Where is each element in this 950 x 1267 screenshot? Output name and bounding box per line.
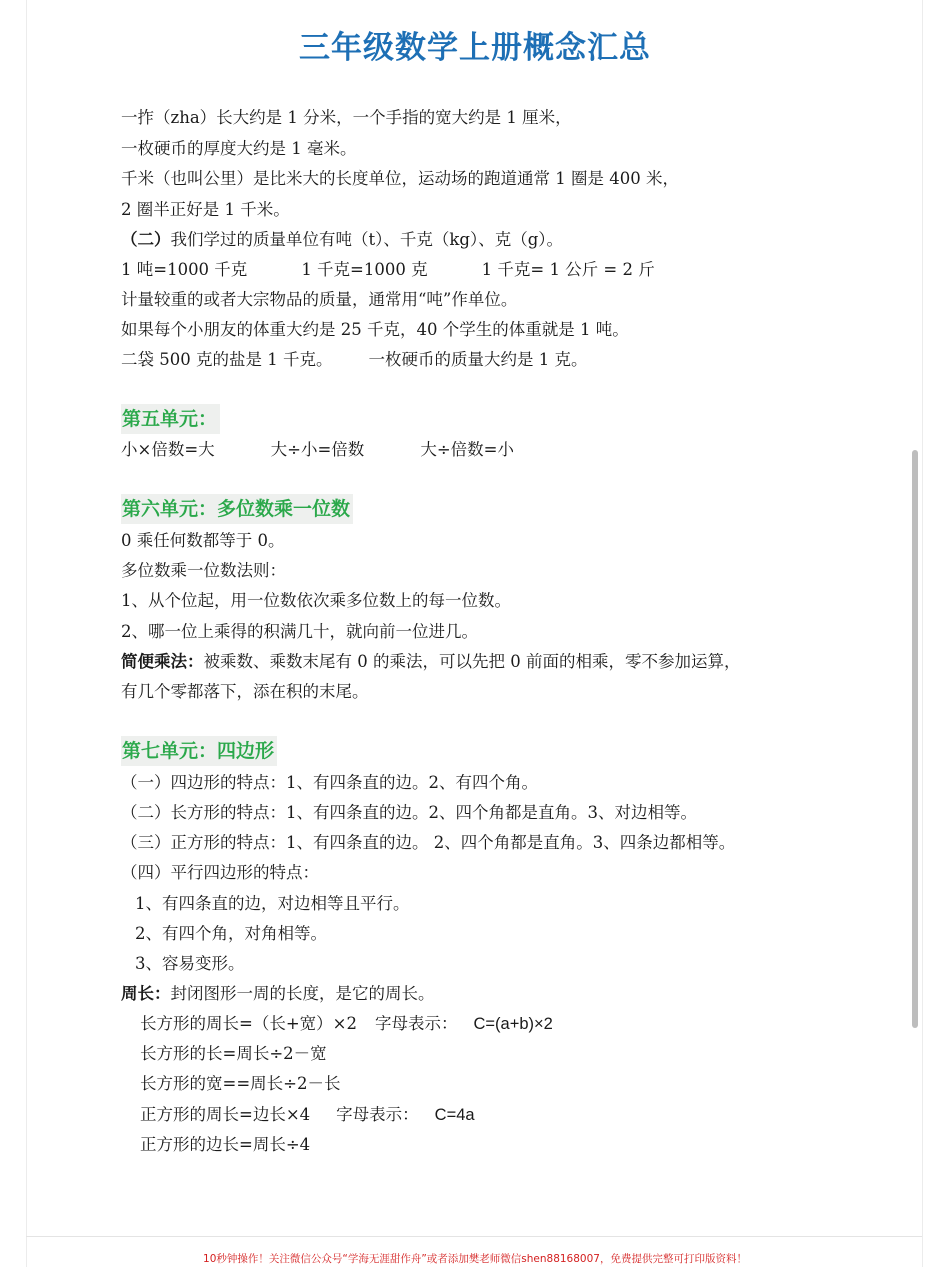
mass-eq-1: 1 吨=1000 千克 <box>121 260 248 279</box>
unit5-heading: 第五单元： <box>121 404 220 434</box>
page-edge-left <box>26 0 27 1267</box>
unit6-simple-mult <box>121 650 740 674</box>
unit6-line-3: 1、从个位起，用一位数依次乘多位数上的每一位数。 <box>121 591 511 610</box>
rect-perimeter <box>140 1012 553 1036</box>
vertical-scrollbar[interactable] <box>912 450 918 1028</box>
unit7-line-4: （四）平行四边形的特点： <box>121 863 319 882</box>
mass-eq-3: 1 千克= 1 公斤 = 2 斤 <box>481 260 655 279</box>
mass-line-1: 计量较重的或者大宗物品的质量，通常用“吨”作单位。 <box>121 290 518 309</box>
footer-notice: 10秒钟操作！关注微信公众号“学海无涯甜作舟”或者添加樊老师微信shen88168007，免费提供完整可打印版资料！ <box>203 1253 747 1265</box>
unit6-heading: 第六单元：多位数乘一位数 <box>121 494 353 524</box>
perimeter-text: 封闭图形一周的长度，是它的周长。 <box>170 984 435 1003</box>
simple-mult-label: 简便乘法： <box>121 652 204 671</box>
mass-intro-text: 我们学过的质量单位有吨（t）、千克（kg）、克（g）。 <box>170 230 564 249</box>
square-perimeter-label: 字母表示： <box>336 1105 419 1124</box>
unit6-line-2: 多位数乘一位数法则： <box>121 561 286 580</box>
mass-intro <box>121 228 563 252</box>
length-line-1: 一拃（zha）长大约是 1 分米，一个手指的宽大约是 1 厘米， <box>121 108 572 127</box>
square-side: 正方形的边长=周长÷4 <box>140 1135 311 1154</box>
unit5-formula-1: 小×倍数=大 <box>121 440 215 459</box>
mass-eq-2: 1 千克=1000 克 <box>301 260 428 279</box>
parallelogram-point-2: 2、有四个角，对角相等。 <box>135 924 327 943</box>
mass-line-3 <box>121 348 587 372</box>
square-perimeter <box>140 1103 475 1127</box>
parallelogram-point-3: 3、容易变形。 <box>135 954 245 973</box>
rect-length: 长方形的长=周长÷2－宽 <box>140 1044 327 1063</box>
rect-perimeter-label: 字母表示： <box>374 1014 458 1033</box>
square-perimeter-formula: C=4a <box>434 1106 475 1124</box>
square-perimeter-text: 正方形的周长=边长×4 <box>140 1105 311 1124</box>
unit5-formulas <box>121 438 514 462</box>
simple-mult-text: 被乘数、乘数末尾有 0 的乘法，可以先把 0 前面的相乘，零不参加运算， <box>203 652 741 671</box>
rect-perimeter-text: 长方形的周长=（长+宽）×2 <box>140 1014 357 1033</box>
unit6-simple-mult-2: 有几个零都落下，添在积的末尾。 <box>121 682 369 701</box>
mass-heading: （二） <box>121 230 171 249</box>
page-title: 三年级数学上册概念汇总 <box>299 30 651 66</box>
parallelogram-point-1: 1、有四条直的边，对边相等且平行。 <box>135 894 410 913</box>
unit7-line-2: （二）长方形的特点：1、有四条直的边。2、四个角都是直角。3、对边相等。 <box>121 803 697 822</box>
length-line-4: 2 圈半正好是 1 千米。 <box>121 200 290 219</box>
unit7-line-3: （三）正方形的特点：1、有四条直的边。 2、四个角都是直角。3、四条边都相等。 <box>121 833 736 852</box>
unit5-formula-3: 大÷倍数=小 <box>420 440 514 459</box>
unit7-heading: 第七单元：四边形 <box>121 736 277 766</box>
page-edge-right <box>922 0 923 1267</box>
mass-line-2: 如果每个小朋友的体重大约是 25 千克，40 个学生的体重就是 1 吨。 <box>121 320 629 339</box>
unit5-formula-2: 大÷小=倍数 <box>270 440 365 459</box>
mass-line-3b: 一枚硬币的质量大约是 1 克。 <box>368 350 588 369</box>
length-line-3: 千米（也叫公里）是比米大的长度单位，运动场的跑道通常 1 圈是 400 米， <box>121 169 679 188</box>
mass-line-3a: 二袋 500 克的盐是 1 千克。 <box>121 350 333 369</box>
rect-width: 长方形的宽==周长÷2－长 <box>140 1074 341 1093</box>
rect-perimeter-formula: C=(a+b)×2 <box>473 1015 553 1033</box>
perimeter-label: 周长： <box>121 984 171 1003</box>
mass-equations <box>121 258 655 282</box>
page-bottom-edge <box>26 1236 922 1237</box>
unit6-line-1: 0 乘任何数都等于 0。 <box>121 531 285 550</box>
perimeter-definition <box>121 982 435 1006</box>
unit6-line-4: 2、哪一位上乘得的积满几十，就向前一位进几。 <box>121 622 478 641</box>
unit7-line-1: （一）四边形的特点：1、有四条直的边。2、有四个角。 <box>121 773 538 792</box>
length-line-2: 一枚硬币的厚度大约是 1 毫米。 <box>121 139 357 158</box>
